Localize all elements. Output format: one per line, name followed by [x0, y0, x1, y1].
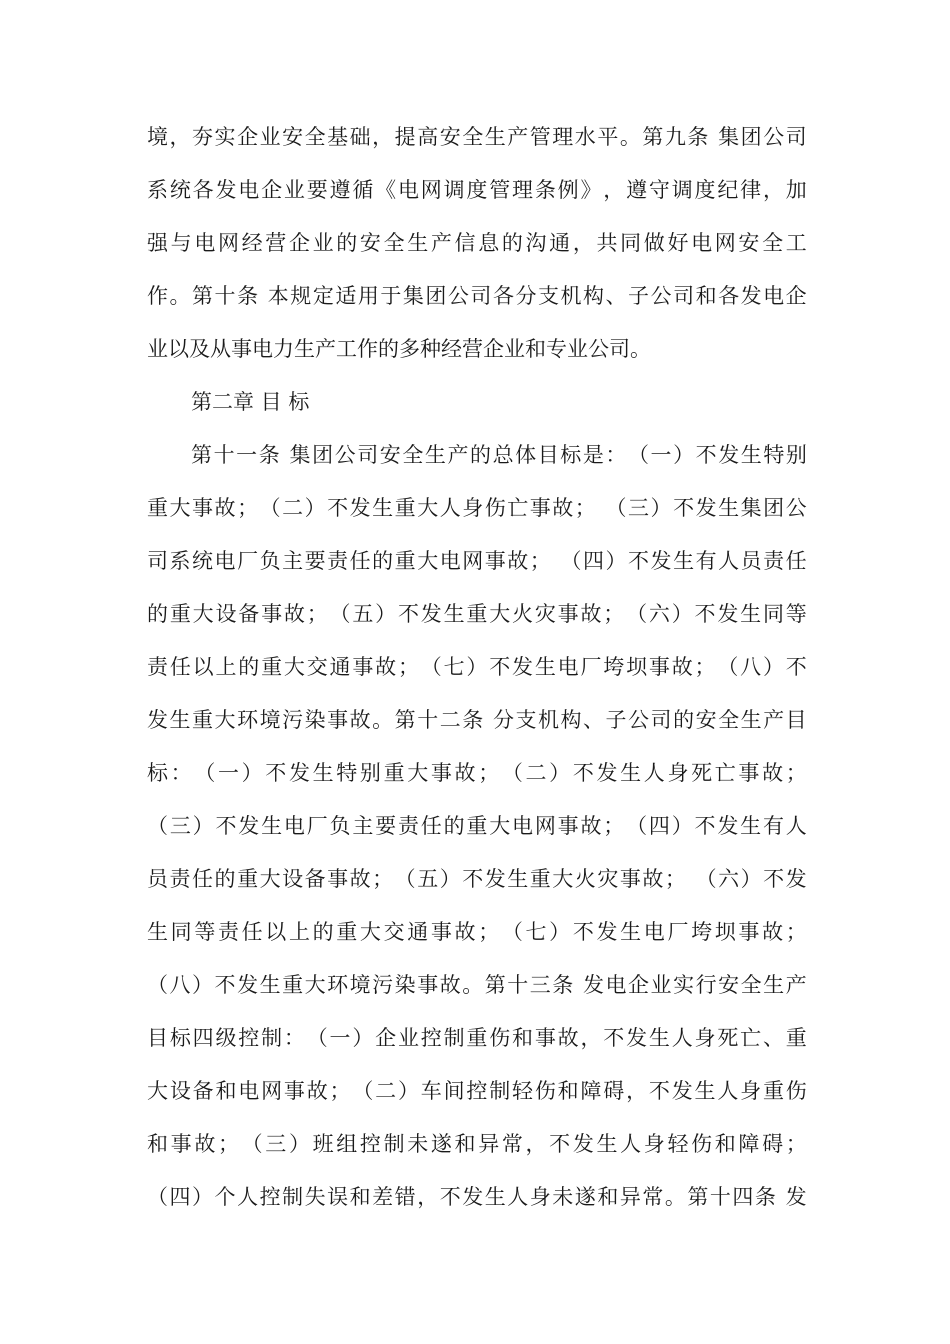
- text-line: 大 设 备 和 电 网 事 故 ； （ 二 ） 车 间 控 制 轻 伤 和 障 碍 ， 不 发 生 人 身 重 伤: [147, 1079, 807, 1103]
- text-line: （ 三 ） 不 发 生 电 厂 负 主 要 责 任 的 重 大 电 网 事 故 ； （ 四 ） 不 发 生 有 人: [147, 814, 807, 838]
- text-line: 生 同 等 责 任 以 上 的 重 大 交 通 事 故 ； （ 七 ） 不 发 生 电 厂 垮 坝 事 故 ；: [147, 920, 807, 944]
- text-line: 的 重 大 设 备 事 故 ； （ 五 ） 不 发 生 重 大 火 灾 事 故 ； （ 六 ） 不 发 生 同 等: [147, 602, 807, 626]
- text-line: 重 大 事 故 ； （ 二 ） 不 发 生 重 大 人 身 伤 亡 事 故 ； （ 三 ） 不 发 生 集 团 公: [147, 496, 807, 520]
- text-line: 员 责 任 的 重 大 设 备 事 故 ； （ 五 ） 不 发 生 重 大 火 灾 事 故 ； （ 六 ） 不 发: [147, 867, 807, 891]
- text-line: 发 生 重 大 环 境 污 染 事 故 。 第 十 二 条 分 支 机 构 、 子 公 司 的 安 全 生 产 目: [147, 708, 807, 732]
- document-body: [147, 117, 807, 1230]
- text-line: 业以及从事电力生产工作的多种经营企业和专业公司。: [147, 337, 651, 361]
- text-line: （ 八 ） 不 发 生 重 大 环 境 污 染 事 故 。 第 十 三 条 发 电 企 业 实 行 安 全 生 产: [147, 973, 807, 997]
- text-line: 和 事 故 ； （ 三 ） 班 组 控 制 未 遂 和 异 常 ， 不 发 生 人 身 轻 伤 和 障 碍 ；: [147, 1132, 807, 1156]
- text-line: 标 ： （ 一 ） 不 发 生 特 别 重 大 事 故 ； （ 二 ） 不 发 生 人 身 死 亡 事 故 ；: [147, 761, 807, 785]
- text-line: 第二章 目 标: [191, 390, 310, 414]
- text-line: 司 系 统 电 厂 负 主 要 责 任 的 重 大 电 网 事 故 ； （ 四 ） 不 发 生 有 人 员 责 任: [147, 549, 807, 573]
- text-line: 作 。 第 十 条 本 规 定 适 用 于 集 团 公 司 各 分 支 机 构 、 子 公 司 和 各 发 电 企: [147, 284, 807, 308]
- text-line: 目 标 四 级 控 制 ： （ 一 ） 企 业 控 制 重 伤 和 事 故 ， 不 发 生 人 身 死 亡 、 重: [147, 1026, 807, 1050]
- text-line: （ 四 ） 个 人 控 制 失 误 和 差 错 ， 不 发 生 人 身 未 遂 和 异 常 。 第 十 四 条 发: [147, 1185, 807, 1209]
- text-line: 强 与 电 网 经 营 企 业 的 安 全 生 产 信 息 的 沟 通 ， 共 同 做 好 电 网 安 全 工: [147, 231, 807, 255]
- text-line: 境 ， 夯 实 企 业 安 全 基 础 ， 提 高 安 全 生 产 管 理 水 平 。 第 九 条 集 团 公 司: [147, 125, 807, 149]
- text-line: 责 任 以 上 的 重 大 交 通 事 故 ； （ 七 ） 不 发 生 电 厂 垮 坝 事 故 ； （ 八 ） 不: [147, 655, 807, 679]
- text-line: 第 十 一 条 集 团 公 司 安 全 生 产 的 总 体 目 标 是 ： （ 一 ） 不 发 生 特 别: [191, 443, 807, 467]
- text-line: 系 统 各 发 电 企 业 要 遵 循 《 电 网 调 度 管 理 条 例 》 ， 遵 守 调 度 纪 律 ， 加: [147, 178, 807, 202]
